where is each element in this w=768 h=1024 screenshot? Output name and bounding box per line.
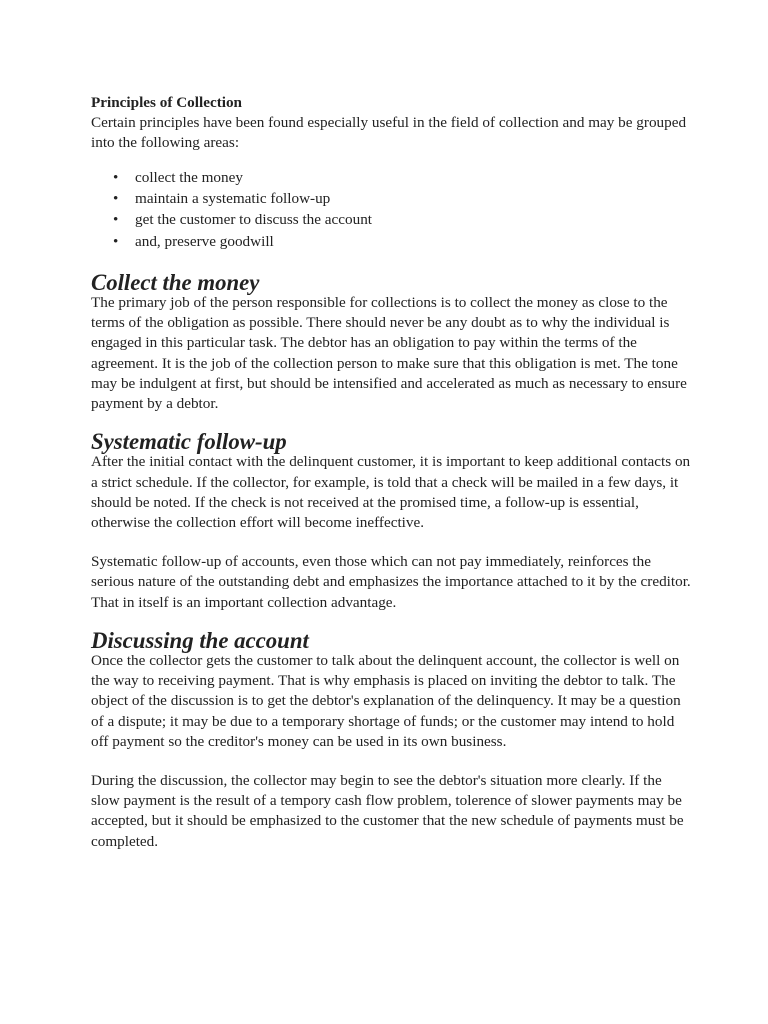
section-paragraph: Once the collector gets the customer to talk about the delinquent account, the collector is well on the way to receiving payment. That is why emphasis is placed on inviting the debtor to talk. The object of the discussion is to get the debtor's explanation of the delinquency. It may be a question of a dispute; it may be due to a temporary shortage of funds; or the customer may intend to hold off payment so the creditor's money can be used in its own business. bbox=[91, 652, 681, 750]
section-collect-the-money bbox=[91, 269, 691, 414]
section-discussing-the-account bbox=[91, 627, 691, 852]
list-item bbox=[91, 188, 691, 209]
principles-list bbox=[91, 167, 691, 252]
bullet-icon: • bbox=[113, 189, 119, 207]
intro-paragraph: Certain principles have been found especially useful in the field of collection and may be grouped into the following areas: bbox=[91, 114, 687, 152]
section-paragraph: During the discussion, the collector may begin to see the debtor's situation more clearly. If the slow payment is the result of a tempory cash flow problem, tolerence of slower payments may be accepted, but it should be emphasized to the customer that the new schedule of payments must be completed. bbox=[91, 772, 684, 850]
bullet-icon: • bbox=[113, 232, 119, 250]
list-item bbox=[91, 231, 691, 252]
list-item bbox=[91, 167, 691, 188]
document-title: Principles of Collection bbox=[91, 94, 243, 111]
list-item bbox=[91, 209, 691, 230]
section-paragraph: Systematic follow-up of accounts, even those which can not pay immediately, reinforces the serious nature of the outstanding debt and emphasizes the importance attached to it by the creditor. That in itself is an important collection advantage. bbox=[91, 553, 691, 611]
list-item-text: collect the money bbox=[135, 168, 243, 186]
section-heading: Discussing the account bbox=[91, 627, 309, 653]
section-paragraph: The primary job of the person responsible for collections is to collect the money as close to the terms of the obligation as possible. There should never be any doubt as to why the individual is engaged in this particular task. The debtor has an obligation to pay within the terms of the agreement. It is the job of the collection person to make sure that this obligation is met. The tone may be indulgent at first, but should be intensified and accelerated as much as necessary to ensure payment by a debtor. bbox=[91, 294, 687, 413]
document-page bbox=[91, 93, 691, 870]
bullet-icon: • bbox=[113, 211, 119, 229]
section-heading: Collect the money bbox=[91, 269, 260, 295]
list-item-text: get the customer to discuss the account bbox=[135, 211, 373, 229]
section-paragraph: After the initial contact with the delinquent customer, it is important to keep additional contacts on a strict schedule. If the collector, for example, is told that a check will be mailed in a few days, it should be noted. If the check is not received at the promised time, a follow-up is essential, otherwise the collection effort will become ineffective. bbox=[91, 453, 691, 532]
list-item-text: and, preserve goodwill bbox=[135, 232, 274, 250]
list-item-text: maintain a systematic follow-up bbox=[135, 189, 331, 207]
section-heading: Systematic follow-up bbox=[91, 429, 287, 455]
section-systematic-follow-up bbox=[91, 429, 691, 613]
bullet-icon: • bbox=[113, 168, 119, 186]
